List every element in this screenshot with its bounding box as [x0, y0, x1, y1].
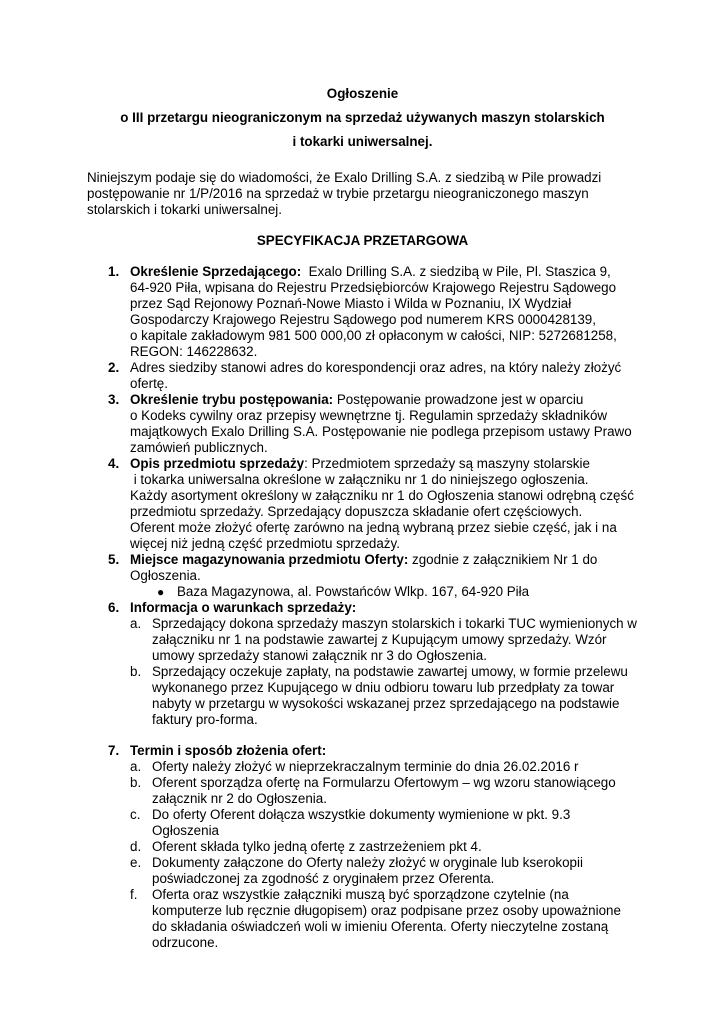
item-7f-letter: f. [130, 887, 138, 902]
intro-line: Niniejszym podaje się do wiadomości, że Exalo Drilling S.A. z siedzibą w Pile prowadzi [87, 170, 602, 185]
item-7f-line: odrzucone. [152, 935, 219, 950]
document-subtitle: o III przetargu nieograniczonym na sprzedaż używanych maszyn stolarskich [120, 110, 605, 125]
item-6a-line: załączniku nr 1 na podstawie zawartej z Kupującym umowy sprzedaży. Wzór [152, 632, 607, 647]
item-7e-letter: e. [130, 855, 142, 870]
item-7-number: 7. [108, 743, 120, 758]
item-6b-line: nabyty w przetargu w wysokości wskazanej przez sprzedającego na podstawie [152, 696, 620, 711]
item-3-text: Postępowanie prowadzone jest w oparciu [333, 392, 584, 407]
item-1-text: Exalo Drilling S.A. z siedzibą w Pile, Pl. Staszica 9, [301, 264, 611, 279]
spec-heading: SPECYFIKACJA PRZETARGOWA [256, 233, 469, 248]
item-7c-letter: c. [130, 807, 141, 822]
item-5-line: Ogłoszenia. [130, 568, 201, 583]
item-6a-line: Sprzedający dokona sprzedaży maszyn stolarskich i tokarki TUC wymienionych w [152, 616, 637, 631]
item-5-text: zgodnie z załącznikiem Nr 1 do [408, 552, 598, 567]
item-6b-line: Sprzedający oczekuje zapłaty, na podstawie zawartej umowy, w formie przelewu [152, 664, 628, 679]
item-4-line: Każdy asortyment określony w załączniku nr 1 do Ogłoszenia stanowi odrębną część [130, 488, 634, 503]
item-7f-line: do składania oświadczeń woli w imieniu Oferenta. Oferty nieczytelne zostaną [152, 919, 609, 934]
item-6b-line: faktury pro-forma. [152, 712, 258, 727]
item-3-line: majątkowych Exalo Drilling S.A. Postępowanie nie podlega przepisom ustawy Prawo [130, 424, 632, 439]
item-4-label: Opis przedmiotu sprzedaży [130, 456, 305, 471]
item-5-label: Miejsce magazynowania przedmiotu Oferty: [130, 552, 409, 567]
item-7e-line: poświadczonej za zgodność z oryginałem przez Oferenta. [152, 871, 495, 886]
item-7a-line: Oferty należy złożyć w nieprzekraczalnym terminie do dnia 26.02.2016 r [152, 759, 579, 774]
document-title: Ogłoszenie [326, 86, 399, 101]
item-1-line: o kapitale zakładowym 981 500 000,00 zł opłaconym w całości, NIP: 5272681258, [130, 328, 617, 343]
item-3-label: Określenie trybu postępowania: [130, 392, 334, 407]
item-7b-line: załącznik nr 2 do Ogłoszenia. [152, 791, 327, 806]
item-4-first-line [130, 456, 590, 472]
item-3-first-line [130, 392, 583, 408]
item-4-line: przedmiotu sprzedaży. Sprzedający dopuszcza składanie ofert częściowych. [130, 504, 583, 519]
item-5-first-line [130, 552, 597, 568]
item-7b-line: Oferent sporządza ofertę na Formularzu Ofertowym – wg wzoru stanowiącego [152, 775, 616, 790]
item-6b-letter: b. [130, 664, 142, 679]
item-1-first-line [130, 264, 611, 280]
item-5-number: 5. [108, 552, 120, 567]
intro-line: stolarskich i tokarki uniwersalnej. [87, 202, 282, 217]
item-4-number: 4. [108, 456, 120, 471]
item-4-line: Oferent może złożyć ofertę zarówno na jedną wybraną przez siebie część, jak i na [130, 520, 617, 535]
item-4-text: : Przedmiotem sprzedaży są maszyny stolarskie [304, 456, 590, 471]
item-6b-line: wykonanego przez Kupującego w dniu odbioru towaru lub przedpłaty za towar [152, 680, 615, 695]
item-2-number: 2. [108, 360, 120, 375]
item-4-line: i tokarka uniwersalna określone w załączniku nr 1 do niniejszego ogłoszenia. [130, 472, 589, 487]
item-1-number: 1. [108, 264, 120, 279]
item-6a-letter: a. [130, 616, 142, 631]
item-7d-line: Oferent składa tylko jedną ofertę z zastrzeżeniem pkt 4. [152, 839, 482, 854]
item-2-first-line: Adres siedziby stanowi adres do korespondencji oraz adres, na który należy złożyć [130, 360, 622, 375]
item-3-line: o Kodeks cywilny oraz przepisy wewnętrzne tj. Regulamin sprzedaży składników [130, 408, 608, 423]
item-5-bullet-text: Baza Magazynowa, al. Powstańców Wlkp. 167, 64-920 Piła [177, 584, 530, 599]
document-subtitle-continued: i tokarki uniwersalnej. [292, 134, 433, 149]
item-4-line: więcej niż jedną część przedmiotu sprzedaży. [130, 536, 400, 551]
item-6-label: Informacja o warunkach sprzedaży: [130, 600, 357, 615]
item-7f-line: komputerze lub ręcznie długopisem) oraz podpisane przez osoby upoważnione [152, 903, 621, 918]
item-1-line: Gospodarczy Krajowego Rejestru Sądowego pod numerem KRS 0000428139, [130, 312, 596, 327]
item-1-line: 64-920 Piła, wpisana do Rejestru Przedsiębiorców Krajowego Rejestru Sądowego [130, 280, 617, 295]
item-1-line: przez Sąd Rejonowy Poznań-Nowe Miasto i Wilda w Poznaniu, IX Wydział [130, 296, 572, 311]
item-7d-letter: d. [130, 839, 142, 854]
item-1-label: Określenie Sprzedającego: [130, 264, 302, 279]
intro-line: postępowanie nr 1/P/2016 na sprzedaż w trybie przetargu nieograniczonego maszyn [87, 186, 589, 201]
item-7c-line: Do oferty Oferent dołącza wszystkie dokumenty wymienione w pkt. 9.3 [152, 807, 571, 822]
item-6a-line: umowy sprzedaży stanowi załącznik nr 3 do Ogłoszenia. [152, 648, 487, 663]
item-7f-line: Oferta oraz wszystkie załączniki muszą być sporządzone czytelnie (na [152, 887, 569, 902]
item-7a-letter: a. [130, 759, 142, 774]
item-2-line: ofertę. [130, 376, 168, 391]
item-3-number: 3. [108, 392, 120, 407]
item-3-line: zamówień publicznych. [130, 440, 268, 455]
item-7-label: Termin i sposób złożenia ofert: [130, 743, 327, 758]
item-7c-line: Ogłoszenia [152, 823, 219, 838]
item-6-number: 6. [108, 600, 120, 615]
item-7b-letter: b. [130, 775, 142, 790]
bullet-icon: ● [157, 585, 165, 599]
item-7e-line: Dokumenty załączone do Oferty należy złożyć w oryginale lub kserokopii [152, 855, 583, 870]
item-1-line: REGON: 146228632. [130, 344, 258, 359]
